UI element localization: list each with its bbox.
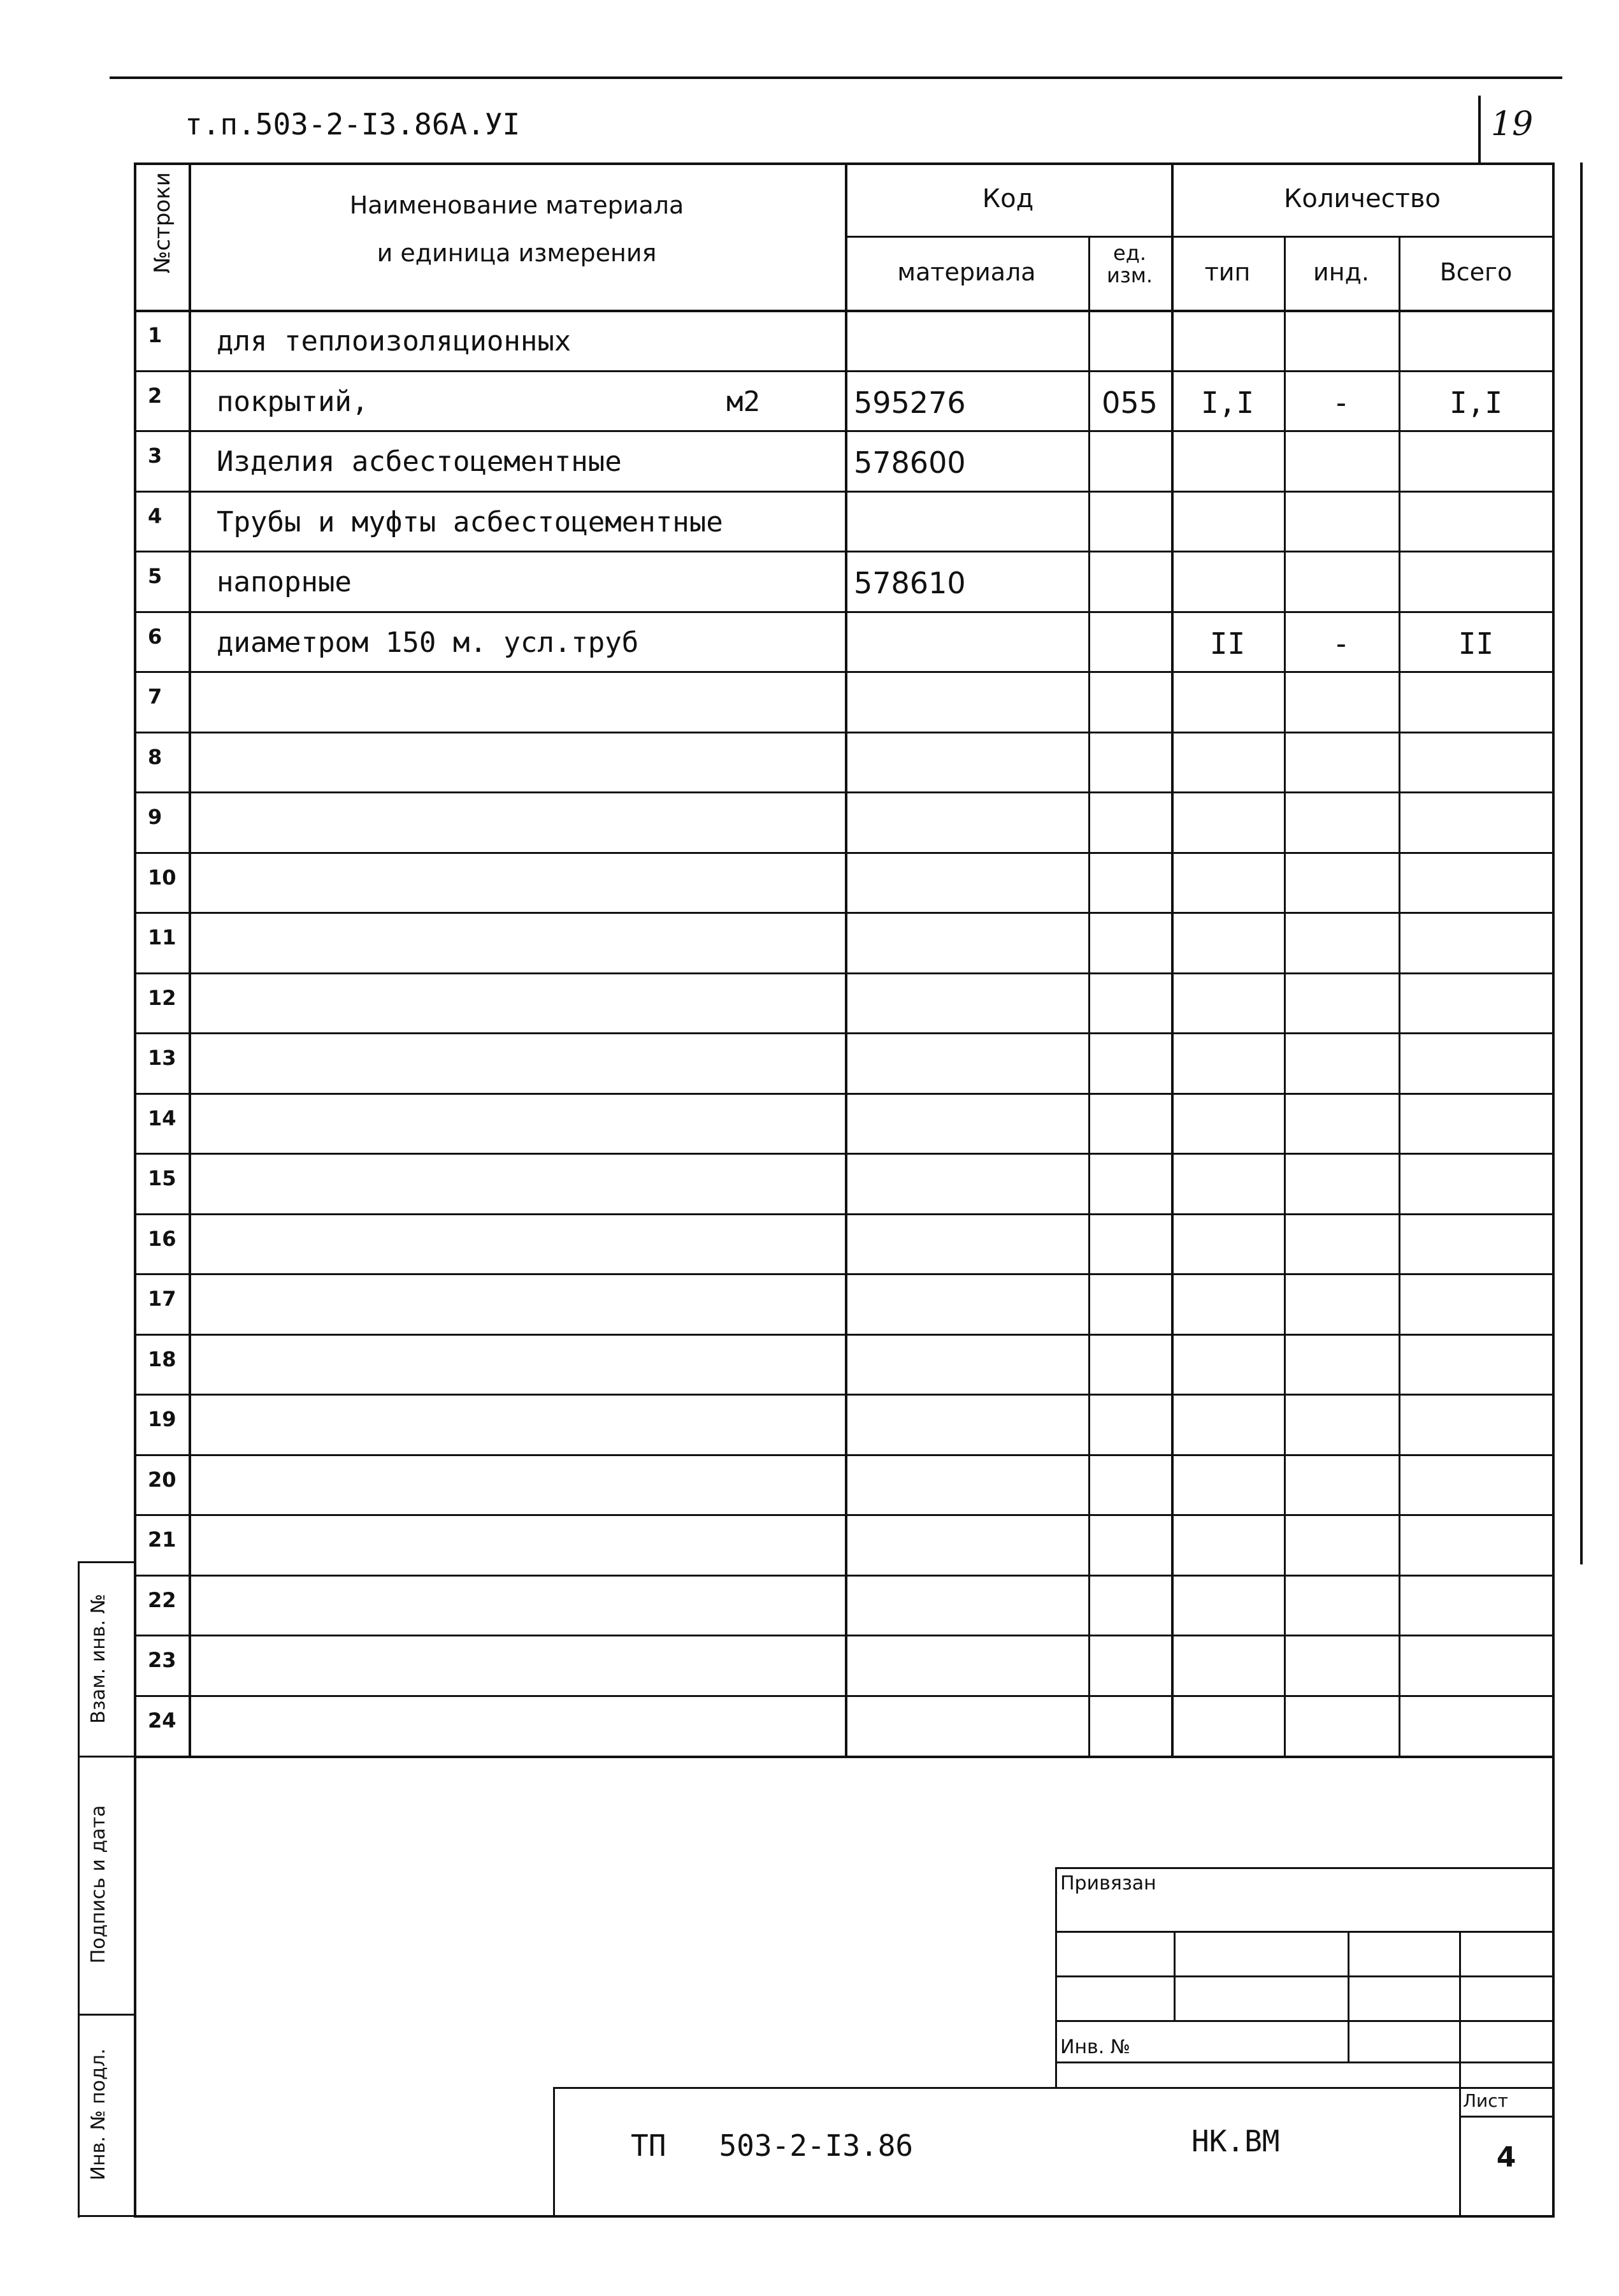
row-number: 15 [148,1166,176,1190]
stamp-line3 [1055,2020,1553,2022]
row-separator [134,1454,1555,1456]
row-number: 17 [148,1287,176,1311]
header-subline [845,236,1553,238]
row-separator [134,1093,1555,1095]
col-divider-type [1284,236,1286,1756]
row-separator [134,671,1555,673]
cell-ind: - [1332,386,1350,420]
row-separator [134,1695,1555,1697]
row-number: 14 [148,1106,176,1130]
row-separator [134,732,1555,733]
header-total: Всего [1439,258,1513,286]
row-separator [134,1153,1555,1155]
row-separator [134,1635,1555,1636]
cell-total: II [1458,626,1494,661]
header-unit: ед. изм. [1106,241,1153,288]
header-code: Код [982,184,1034,213]
row-number: 16 [148,1227,176,1251]
stamp-inv-no: Инв. № [1060,2036,1131,2058]
row-separator [134,972,1555,974]
cell-name: покрытий, [217,386,369,418]
sheet-number: 4 [1496,2141,1516,2174]
row-separator [134,370,1555,372]
cell-type: I,I [1200,386,1255,420]
sheet-divider [1459,2116,1553,2118]
row-separator [134,912,1555,914]
row-number: 21 [148,1527,176,1552]
row-number: 24 [148,1708,176,1733]
side-podpis-label: Подпись и дата [87,1805,110,1964]
header-type: тип [1204,258,1251,286]
cell-code: 595276 [854,386,966,420]
row-separator [134,852,1555,854]
frame-bottom-border [134,2215,1555,2218]
side-strip-outer [78,1561,80,2218]
header-row-no: №строки [150,172,175,273]
title-section: НК.ВМ [1191,2124,1280,2158]
top-rule [110,76,1562,79]
row-number: 1 [148,323,162,347]
row-separator [134,791,1555,793]
cell-unit: 055 [1102,386,1158,420]
sheet-label: Лист [1463,2090,1508,2111]
col-divider-rowno [189,162,191,1756]
row-number: 3 [148,444,162,468]
row-separator [134,1575,1555,1577]
cell-name: напорные [217,566,352,598]
row-number: 8 [148,745,162,769]
row-number: 6 [148,625,162,649]
doc-code-top: т.п.503-2-I3.86А.УI [185,107,521,141]
row-separator [134,1273,1555,1275]
header-bottom [134,310,1555,312]
stamp-top [1055,1867,1553,1869]
row-number: 4 [148,504,162,528]
row-number: 10 [148,865,176,890]
row-number: 5 [148,564,162,588]
cell-code: 578610 [854,566,966,600]
page-number-divider [1478,96,1481,162]
row-separator [134,1032,1555,1034]
stamp-col2 [1348,1931,1349,2061]
row-number: 7 [148,684,162,709]
row-number: 12 [148,986,176,1010]
col-divider-name [845,162,847,1756]
side-vzam-label: Взам. инв. № [87,1594,110,1724]
row-separator [134,491,1555,493]
col-divider-code [1088,236,1090,1756]
row-number: 22 [148,1588,176,1612]
stamp-line4 [1055,2061,1553,2063]
title-doc-code: ТП 503-2-I3.86 [631,2128,914,2163]
header-quantity: Количество [1283,184,1441,213]
row-separator [134,430,1555,432]
cell-ind: - [1332,626,1350,661]
cell-name: диаметром 150 м. усл.труб [217,626,639,659]
header-material: материала [897,258,1036,286]
header-individual: инд. [1313,258,1369,286]
col-divider-ind [1399,236,1400,1756]
cell-code: 578600 [854,445,966,480]
row-separator [134,1213,1555,1215]
stamp-line1 [1055,1931,1553,1933]
frame-left-border [134,162,136,2218]
row-separator [134,551,1555,552]
cell-name: Изделия асбестоцементные [217,445,622,478]
header-name-line2: и единица измерения [377,239,657,267]
row-number: 18 [148,1347,176,1371]
cell-type: II [1209,626,1246,661]
row-separator [134,1514,1555,1516]
side-strip-div1 [78,1756,135,1758]
row-number: 23 [148,1648,176,1672]
row-number: 2 [148,384,162,408]
table-bottom-border [134,1756,1555,1758]
row-number: 13 [148,1046,176,1070]
title-block-left [553,2087,555,2218]
frame-right-border [1552,162,1555,2218]
row-separator [134,611,1555,613]
header-name-line1: Наименование материала [349,191,684,219]
table-top-border [134,162,1555,165]
stamp-line2 [1055,1975,1553,1977]
side-inv-podl-label: Инв. № подл. [87,2048,110,2181]
row-number: 9 [148,805,162,829]
title-block-top [553,2087,1553,2089]
stamp-privyazan: Привязан [1060,1872,1156,1895]
cell-name: для теплоизоляционных [217,325,572,357]
row-separator [134,1334,1555,1336]
row-number: 11 [148,925,176,949]
cell-total: I,I [1449,386,1503,420]
stamp-col1 [1174,1931,1176,2020]
row-separator [134,1394,1555,1396]
cell-name-unit: м2 [726,386,760,418]
row-number: 20 [148,1468,176,1492]
cell-name: Трубы и муфты асбестоцементные [217,506,723,538]
row-number: 19 [148,1407,176,1431]
right-margin-line [1580,162,1583,1564]
page-number: 19 [1491,105,1534,143]
